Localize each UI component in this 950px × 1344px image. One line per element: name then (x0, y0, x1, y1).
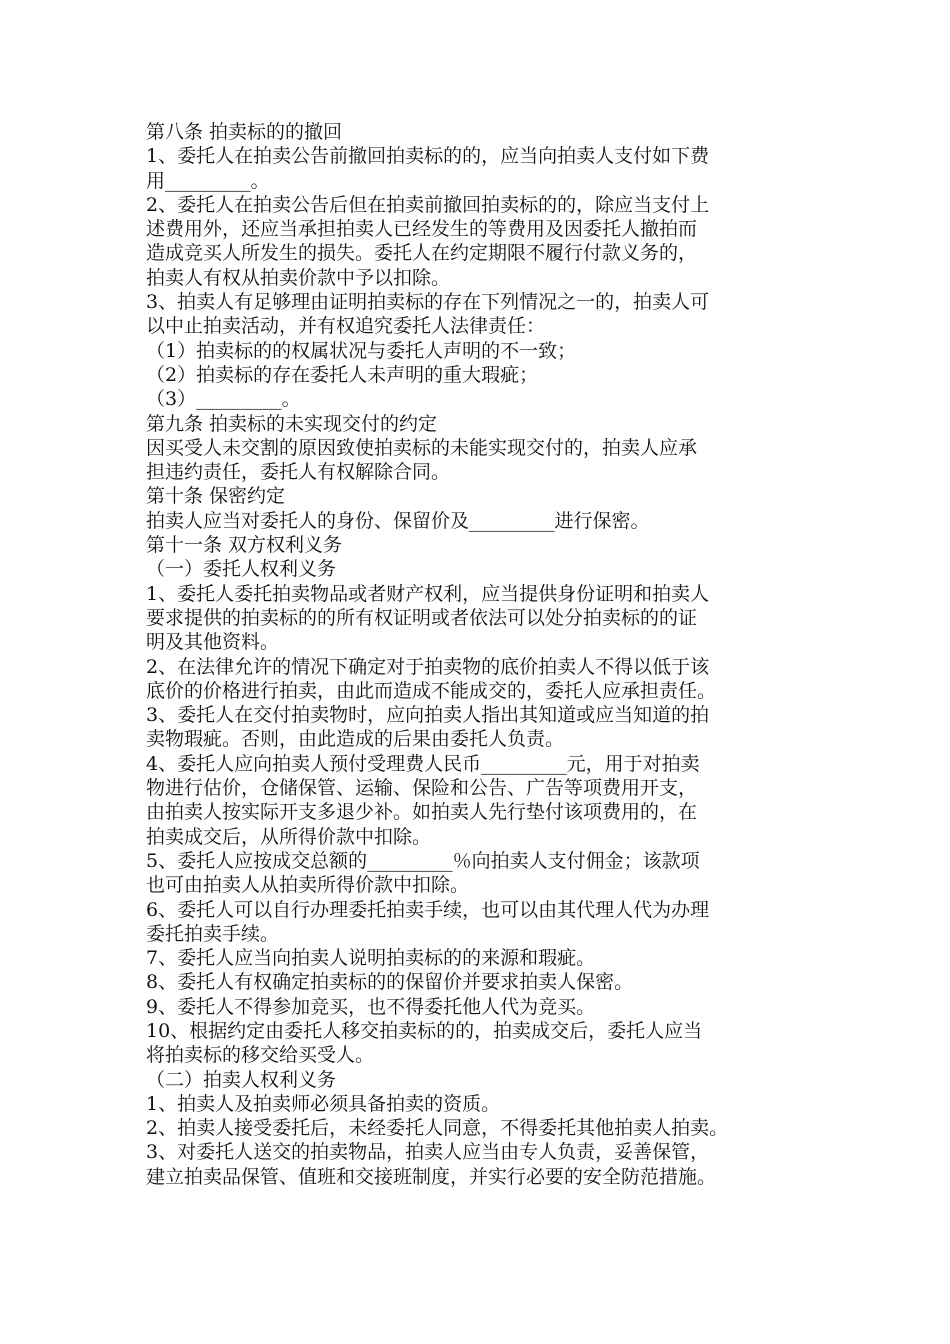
text-line: 委托拍卖手续。 (146, 922, 280, 945)
text-line: 3、对委托人送交的拍卖物品，拍卖人应当由专人负责，妥善保管， (146, 1141, 710, 1164)
section-heading: （一）委托人权利义务 (146, 558, 337, 581)
text-line: 5、委托人应按成交总额的_________％向拍卖人支付佣金；该款项 (146, 849, 700, 872)
text-line: 也可由拍卖人从拍卖所得价款中扣除。 (146, 874, 470, 897)
text-line: 拍卖人有权从拍卖价款中予以扣除。 (146, 266, 451, 289)
text-line: 2、在法律允许的情况下确定对于拍卖物的底价拍卖人不得以低于该 (146, 655, 710, 678)
text-line: 底价的价格进行拍卖，由此而造成不能成交的，委托人应承担责任。 (146, 679, 717, 702)
article-10-heading: 第十条 保密约定 (146, 485, 286, 508)
text-line: （1）拍卖标的的权属状况与委托人声明的不一致； (146, 339, 577, 362)
text-line: 卖物瑕疵。否则，由此造成的后果由委托人负责。 (146, 728, 565, 751)
text-line: （2）拍卖标的存在委托人未声明的重大瑕疵； (146, 363, 539, 386)
article-8-heading: 第八条 拍卖标的的撤回 (146, 121, 343, 143)
article-11-heading: 第十一条 双方权利义务 (146, 534, 343, 557)
text-line: 造成竞买人所发生的损失。委托人在约定期限不履行付款义务的， (146, 242, 698, 265)
text-line: 1、拍卖人及拍卖师必须具备拍卖的资质。 (146, 1092, 501, 1115)
document-body (146, 120, 826, 1189)
text-line: 要求提供的拍卖标的的所有权证明或者依法可以处分拍卖标的的证 (146, 606, 698, 629)
text-line: 4、委托人应向拍卖人预付受理费人民币_________元，用于对拍卖 (146, 752, 700, 775)
text-line: 拍卖人应当对委托人的身份、保留价及_________进行保密。 (146, 509, 650, 532)
text-line: 2、委托人在拍卖公告后但在拍卖前撤回拍卖标的的，除应当支付上 (146, 193, 710, 216)
text-line: 担违约责任，委托人有权解除合同。 (146, 461, 451, 484)
text-line: 用_________。 (146, 169, 270, 192)
text-line: 3、委托人在交付拍卖物时，应向拍卖人指出其知道或应当知道的拍 (146, 704, 710, 727)
text-line: （3）_________。 (146, 388, 301, 411)
text-line: 明及其他资料。 (146, 631, 280, 654)
text-line: 9、委托人不得参加竞买，也不得委托他人代为竞买。 (146, 995, 596, 1018)
text-line: 7、委托人应当向拍卖人说明拍卖标的的来源和瑕疵。 (146, 947, 596, 970)
text-line: 1、委托人在拍卖公告前撤回拍卖标的的，应当向拍卖人支付如下费 (146, 145, 710, 168)
text-line: 建立拍卖品保管、值班和交接班制度，并实行必要的安全防范措施。 (146, 1165, 717, 1188)
text-line: 10、根据约定由委托人移交拍卖标的的，拍卖成交后，委托人应当 (146, 1019, 703, 1042)
text-line: 物进行估价，仓储保管、运输、保险和公告、广告等项费用开支， (146, 777, 698, 800)
section-heading: （二）拍卖人权利义务 (146, 1068, 337, 1091)
text-line: 3、拍卖人有足够理由证明拍卖标的存在下列情况之一的，拍卖人可 (146, 291, 710, 314)
text-line: 1、委托人委托拍卖物品或者财产权利，应当提供身份证明和拍卖人 (146, 582, 710, 605)
text-line: 8、委托人有权确定拍卖标的的保留价并要求拍卖人保密。 (146, 971, 634, 994)
text-line: 述费用外，还应当承担拍卖人已经发生的等费用及因委托人撤拍而 (146, 218, 698, 241)
text-line: 拍卖成交后，从所得价款中扣除。 (146, 825, 432, 848)
text-line: 以中止拍卖活动，并有权追究委托人法律责任： (146, 315, 546, 338)
text-line: 由拍卖人按实际开支多退少补。如拍卖人先行垫付该项费用的，在 (146, 801, 698, 824)
text-line: 将拍卖标的移交给买受人。 (146, 1044, 375, 1067)
text-line: 2、拍卖人接受委托后，未经委托人同意，不得委托其他拍卖人拍卖。 (146, 1117, 729, 1140)
text-line: 因买受人未交割的原因致使拍卖标的未能实现交付的，拍卖人应承 (146, 436, 698, 459)
text-line: 6、委托人可以自行办理委托拍卖手续，也可以由其代理人代为办理 (146, 898, 710, 921)
article-9-heading: 第九条 拍卖标的未实现交付的约定 (146, 412, 438, 435)
